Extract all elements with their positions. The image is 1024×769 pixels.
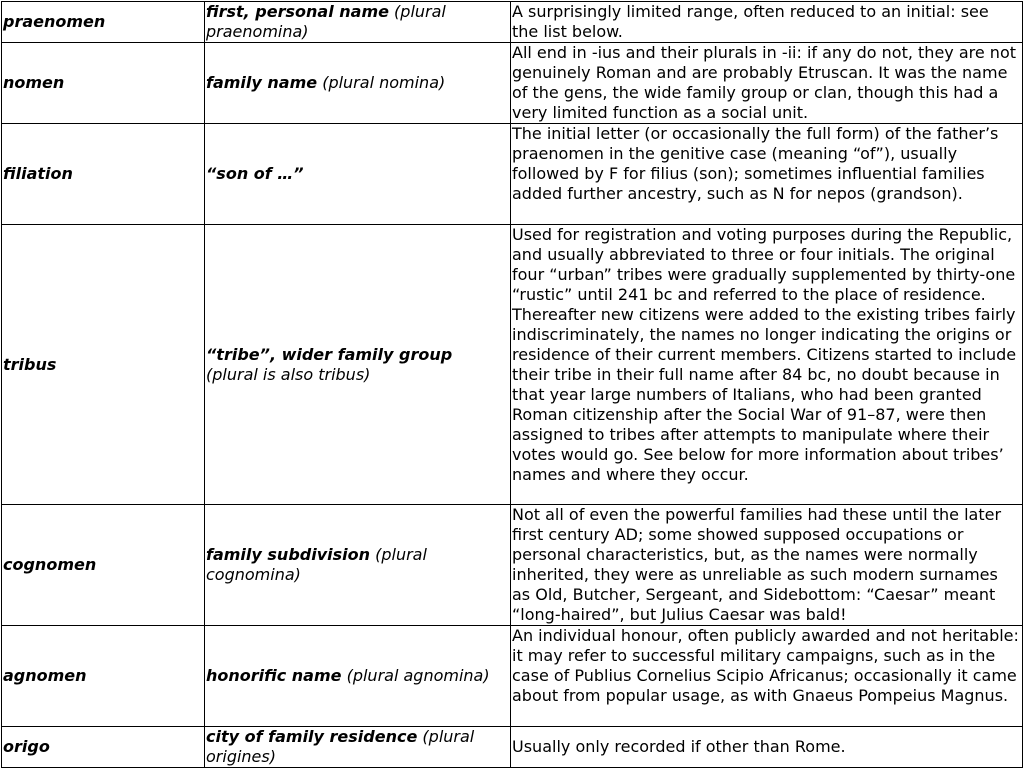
meaning-cell: [205, 727, 511, 768]
description-cell: Not all of even the powerful families had these until the later first century AD; some showed supposed occupations or personal characteristics, but, as the names were normally inherited, they were as unreliable as such modern surnames as Old, Butcher, Sergeant, and Sidebottom: “Caesar” meant “long-haired”, but Julius Caesar was bald!: [511, 505, 1023, 626]
meaning-note: (plural agnomina): [341, 666, 490, 685]
table-row: [2, 43, 1023, 124]
meaning-note: (plural origines): [206, 727, 475, 766]
meaning-cell: [205, 43, 511, 124]
description-cell: All end in -ius and their plurals in -ii: if any do not, they are not genuinely Roman and are probably Etruscan. It was the name of the gens, the wide family group or clan, though this had a very limited function as a social unit.: [511, 43, 1023, 124]
description-cell: A surprisingly limited range, often reduced to an initial: see the list below.: [511, 2, 1023, 43]
meaning-note: (plural praenomina): [206, 2, 446, 41]
meaning-main: “tribe”, wider family group: [206, 344, 453, 364]
table-row: [2, 225, 1023, 505]
description-cell: Used for registration and voting purposes during the Republic, and usually abbreviated to three or four initials. The original four “urban” tribes were gradually supplemented by thirty-one “rustic” until 241 bc and referred to the place of residence. Thereafter new citizens were added to the existing tribes fairly indiscriminately, the names no longer indicating the origins or residence of their current members. Citizens started to include their tribe in their full name after 84 bc, no doubt because in that year large numbers of Italians, who had been granted Roman citizenship after the Social War of 91–87, were then assigned to tribes after attempts to manipulate where their votes would go. See below for more information about tribes’ names and where they occur.: [511, 225, 1023, 505]
table-row: [2, 124, 1023, 225]
meaning-note: (plural is also tribus): [206, 364, 371, 384]
meaning-cell: [205, 225, 511, 505]
table-row: [2, 626, 1023, 727]
meaning-cell: [205, 626, 511, 727]
meaning-cell: [205, 124, 511, 225]
table-row: [2, 505, 1023, 626]
meaning-note: (plural nomina): [317, 73, 446, 92]
table-row: [2, 727, 1023, 768]
term-cell: filiation: [2, 124, 205, 225]
term-cell: cognomen: [2, 505, 205, 626]
meaning-main: “son of …”: [206, 164, 304, 183]
term-cell: nomen: [2, 43, 205, 124]
term-cell: tribus: [2, 225, 205, 505]
roman-names-table: [1, 1, 1023, 768]
meaning-main: family name: [206, 73, 318, 92]
meaning-main: family subdivision: [206, 545, 371, 564]
description-cell: An individual honour, often publicly awarded and not heritable: it may refer to successful military campaigns, such as in the case of Publius Cornelius Scipio Africanus; occasionally it came about from popular usage, as with Gnaeus Pompeius Magnus.: [511, 626, 1023, 727]
description-cell: Usually only recorded if other than Rome.: [511, 727, 1023, 768]
meaning-note: (plural cognomina): [206, 545, 427, 584]
table-row: [2, 2, 1023, 43]
description-cell: The initial letter (or occasionally the full form) of the father’s praenomen in the genitive case (meaning “of”), usually followed by F for filius (son); sometimes influential families added further ancestry, such as N for nepos (grandson).: [511, 124, 1023, 225]
term-cell: agnomen: [2, 626, 205, 727]
meaning-cell: [205, 505, 511, 626]
meaning-main: first, personal name: [206, 2, 389, 21]
meaning-main: honorific name: [206, 666, 342, 685]
meaning-cell: [205, 2, 511, 43]
term-cell: praenomen: [2, 2, 205, 43]
term-cell: origo: [2, 727, 205, 768]
meaning-main: city of family residence: [206, 727, 418, 746]
